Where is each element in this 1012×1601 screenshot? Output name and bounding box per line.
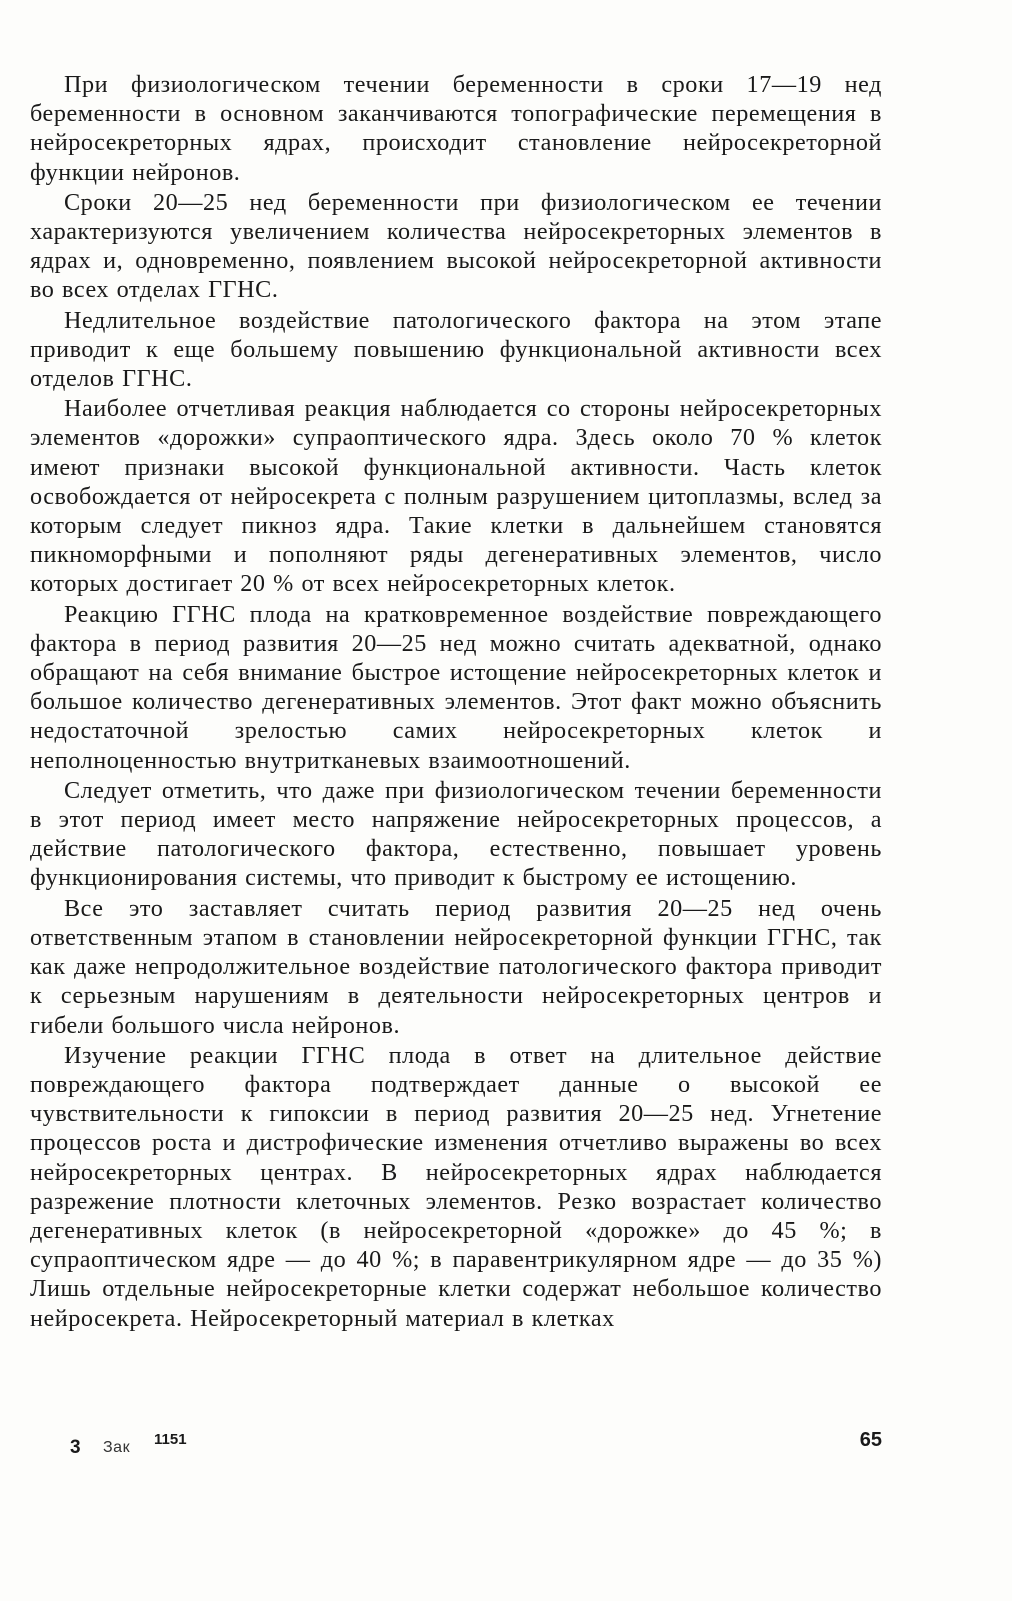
paragraph: Изучение реакции ГГНС плода в ответ на длительное действие повреждающего фактора подтверждает данные о высокой ее чувствительности к гипоксии в период развития 20—25 нед. Угнетение процессов роста и дистрофические изменения отчетливо выражены во всех нейросекреторных центрах. В нейросекреторных ядрах наблюдается разрежение плотности клеточных элементов. Резко возрастает количество дегенеративных клеток (в нейросекреторной «дорожке» до 45 %; в супраоптическом ядре — до 40 %; в паравентрикулярном ядре — до 35 %) Лишь отдельные нейросекреторные клетки содержат небольшое количество нейросекрета. Нейросекреторный материал в клетках (30, 1041, 882, 1332)
paragraph: Все это заставляет считать период развития 20—25 нед очень ответственным этапом в становлении нейросекреторной функции ГГНС, так как даже непродолжительное воздействие патологического фактора приводит к серьезным нарушениям в деятельности нейросекреторных центров и гибели большого числа нейронов. (30, 894, 882, 1039)
page-body (30, 70, 882, 1334)
order-number: 1151 (154, 1431, 187, 1448)
paragraph: Сроки 20—25 нед беременности при физиологическом ее течении характеризуются увеличением количества нейросекреторных элементов в ядрах и, одновременно, появлением высокой нейросекреторной активности во всех отделах ГГНС. (30, 188, 882, 304)
signature-mark: 3 (70, 1437, 81, 1458)
page-footer (30, 1429, 882, 1469)
order-label: Зак (103, 1439, 131, 1456)
page-number: 65 (859, 1429, 882, 1451)
paragraph: Наиболее отчетливая реакция наблюдается со стороны нейросекреторных элементов «дорожки» супраоптического ядра. Здесь около 70 % клеток имеют признаки высокой функциональной активности. Часть клеток освобождается от нейросекрета с полным разрушением цитоплазмы, вслед за которым следует пикноз ядра. Такие клетки в дальнейшем становятся пикноморфными и пополняют ряды дегенеративных элементов, число которых достигает 20 % от всех нейросекреторных клеток. (30, 395, 882, 598)
paragraph: При физиологическом течении беременности в сроки 17—19 нед беременности в основном заканчиваются топографические перемещения в нейросекреторных ядрах, происходит становление нейросекреторной функции нейронов. (30, 71, 882, 186)
paragraph: Недлительное воздействие патологического фактора на этом этапе приводит к еще большему повышению функциональной активности всех отделов ГГНС. (30, 306, 882, 393)
paragraph: Следует отметить, что даже при физиологическом течении беременности в этот период имеет место напряжение нейросекреторных процессов, а действие патологического фактора, естественно, повышает уровень функционирования системы, что приводит к быстрому ее истощению. (30, 776, 882, 892)
paragraph: Реакцию ГГНС плода на кратковременное воздействие повреждающего фактора в период развития 20—25 нед можно считать адекватной, однако обращают на себя внимание быстрое истощение нейросекреторных клеток и большое количество дегенеративных элементов. Этот факт можно объяснить недостаточной зрелостью самих нейросекреторных клеток и неполноценностью внутритканевых взаимоотношений. (30, 600, 882, 774)
